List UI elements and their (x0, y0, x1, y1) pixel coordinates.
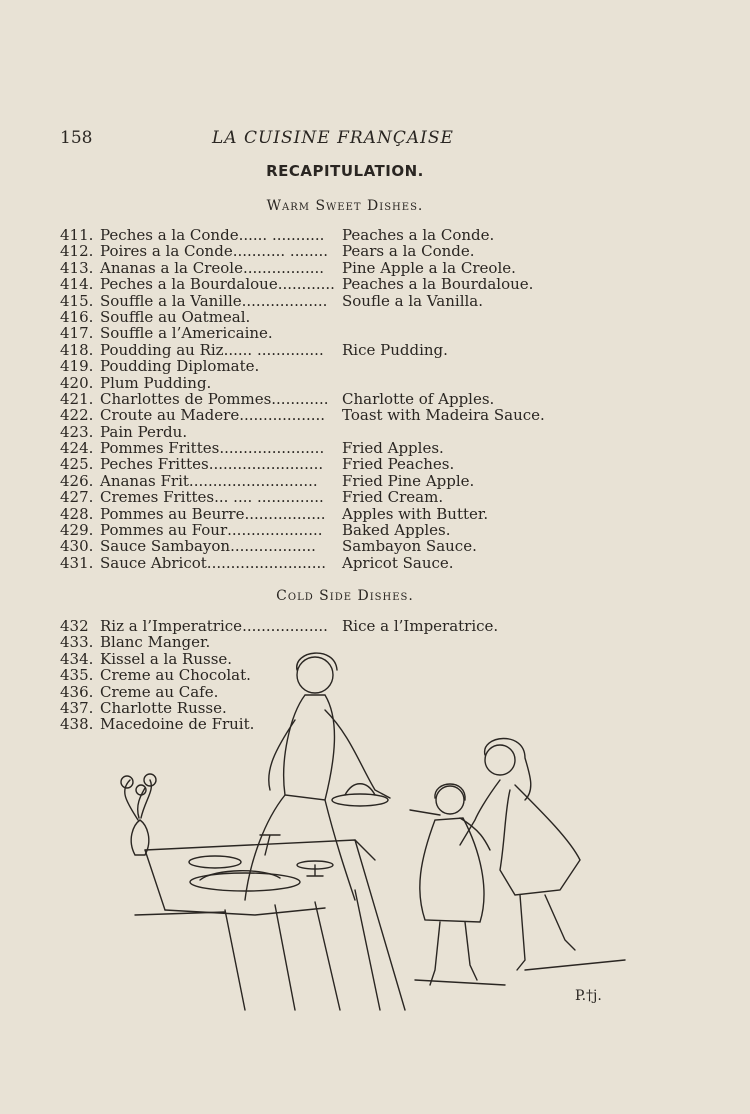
leader-dots: ........................... (188, 471, 318, 490)
recipe-list-item (60, 242, 475, 261)
recipe-french-name: Ananas Frit (100, 471, 189, 490)
recipe-french-name: Macedoine de Fruit. (100, 715, 255, 734)
recipe-french-name: Sauce Abricot (100, 553, 207, 572)
recipe-number: 420. (60, 373, 94, 392)
recipe-number: 412. (60, 242, 94, 261)
recipe-french-name: Charlottes de Pommes (100, 389, 272, 408)
leader-dots: ... .... .............. (214, 488, 324, 507)
recipe-list-item (60, 375, 335, 391)
recipe-english-name: Rice a l’Imperatrice. (342, 617, 499, 635)
recipe-number: 417. (60, 324, 94, 343)
recipe-english-name: Pears a la Conde. (342, 242, 475, 261)
section-heading-warm: Warm Sweet Dishes. (266, 198, 424, 214)
recipe-number: 419. (60, 357, 94, 376)
recipe-list-item (60, 471, 475, 490)
recipe-french-name: Creme au Chocolat. (100, 666, 251, 685)
recipe-english-name: Toast with Madeira Sauce. (342, 406, 545, 425)
recipe-french-name: Souffle a l’Americaine. (100, 324, 273, 343)
warm-dishes-list (60, 226, 545, 572)
recipe-list-item (60, 291, 483, 310)
section-heading-cold: Cold Side Dishes. (276, 588, 414, 604)
leader-dots: .................. (230, 537, 316, 556)
leader-dots: ......................... (206, 553, 326, 572)
recipe-list-item (60, 455, 455, 474)
recipe-list-item (60, 406, 545, 425)
page-title: RECAPITULATION. (266, 162, 424, 180)
recipe-list-item (60, 226, 495, 244)
leader-dots: ................. (242, 258, 325, 277)
recipe-french-name: Kissel a la Russe. (100, 649, 233, 668)
recipe-number: 433. (60, 633, 94, 652)
recipe-french-name: Riz a l’Imperatrice (100, 617, 243, 635)
recipe-french-name: Peches Frittes (100, 455, 209, 474)
recipe-french-name: Pommes au Beurre (100, 504, 245, 523)
artist-signature: P.†j. (575, 988, 602, 1004)
recipe-french-name: Poudding au Riz (100, 340, 224, 359)
recipe-english-name: Peaches a la Bourdaloue. (342, 275, 534, 294)
recipe-english-name: Pine Apple a la Creole. (342, 258, 516, 277)
illustration-children-serving-dessert (105, 640, 645, 1020)
recipe-number: 431. (60, 553, 94, 572)
recipe-french-name: Poires a la Conde (100, 242, 233, 261)
recipe-french-name: Croute au Madere (100, 406, 240, 425)
recipe-english-name: Fried Cream. (342, 488, 444, 507)
recipe-english-name: Fried Pine Apple. (342, 471, 475, 490)
recipe-number: 411. (60, 226, 94, 244)
recipe-list-item (60, 488, 444, 507)
leader-dots: ...... .............. (223, 340, 324, 359)
recipe-list-item (60, 504, 489, 523)
recipe-number: 423. (60, 422, 94, 441)
recipe-number: 421. (60, 389, 94, 408)
recipe-number: 424. (60, 439, 94, 458)
recipe-list-item (60, 537, 477, 556)
recipe-french-name: Ananas a la Creole (100, 258, 243, 277)
recipe-number: 414. (60, 275, 94, 294)
recipe-list-item (60, 439, 444, 458)
recipe-number: 416. (60, 307, 94, 326)
recipe-french-name: Plum Pudding. (100, 373, 212, 392)
recipe-english-name: Apples with Butter. (342, 504, 489, 523)
recipe-french-name: Cremes Frittes (100, 488, 215, 507)
recipe-number: 432 (60, 617, 89, 635)
recipe-list-item (60, 275, 534, 294)
recipe-number: 415. (60, 291, 94, 310)
recipe-number: 436. (60, 682, 94, 701)
leader-dots: ............ (271, 389, 329, 408)
running-title: LA CUISINE FRANÇAISE (212, 128, 454, 148)
recipe-english-name: Rice Pudding. (342, 340, 448, 359)
recipe-list-item (60, 553, 454, 572)
recipe-number: 429. (60, 521, 94, 540)
recipe-french-name: Pain Perdu. (100, 422, 188, 441)
recipe-list-item (60, 340, 448, 359)
recipe-french-name: Charlotte Russe. (100, 698, 227, 717)
leader-dots: .................. (239, 406, 326, 425)
recipe-english-name: Peaches a la Conde. (342, 226, 495, 244)
recipe-number: 422. (60, 406, 94, 425)
recipe-number: 428. (60, 504, 94, 523)
recipe-number: 434. (60, 649, 94, 668)
recipe-number: 425. (60, 455, 94, 474)
recipe-list-item (60, 424, 335, 440)
recipe-french-name: Poudding Diplomate. (100, 357, 260, 376)
recipe-french-name: Creme au Cafe. (100, 682, 219, 701)
recipe-number: 438. (60, 715, 94, 734)
recipe-number: 426. (60, 471, 94, 490)
leader-dots: .................... (227, 521, 323, 540)
leader-dots: ........................ (208, 455, 324, 474)
recipe-english-name: Soufle a la Vanilla. (342, 291, 483, 310)
recipe-number: 427. (60, 488, 94, 507)
leader-dots: ............ (277, 275, 335, 294)
recipe-list-item (60, 521, 451, 540)
recipe-french-name: Peches a la Bourdaloue (100, 275, 278, 294)
recipe-english-name: Apricot Sauce. (342, 553, 454, 572)
recipe-number: 430. (60, 537, 94, 556)
recipe-french-name: Pommes Frittes (100, 439, 220, 458)
leader-dots: ...................... (219, 439, 325, 458)
recipe-english-name: Fried Peaches. (342, 455, 455, 474)
recipe-french-name: Souffle au Oatmeal. (100, 307, 251, 326)
leader-dots: .................. (241, 291, 328, 310)
leader-dots: .................. (242, 617, 328, 635)
recipe-list-item (60, 617, 499, 635)
recipe-number: 437. (60, 698, 94, 717)
leader-dots: ................. (244, 504, 326, 523)
recipe-french-name: Souffle a la Vanille (100, 291, 242, 310)
recipe-english-name: Charlotte of Apples. (342, 389, 495, 408)
page-number: 158 (60, 128, 93, 148)
recipe-list-item (60, 325, 335, 341)
recipe-french-name: Peches a la Conde (100, 226, 239, 244)
recipe-english-name: Fried Apples. (342, 439, 444, 458)
recipe-list-item (60, 389, 495, 408)
recipe-list-item (60, 309, 335, 325)
recipe-english-name: Baked Apples. (342, 521, 451, 540)
recipe-french-name: Sauce Sambayon (100, 537, 231, 556)
recipe-french-name: Pommes au Four (100, 521, 228, 540)
leader-dots: ...... ........... (238, 226, 325, 244)
recipe-list-item (60, 358, 335, 374)
recipe-number: 413. (60, 258, 94, 277)
recipe-number: 435. (60, 666, 94, 685)
recipe-english-name: Sambayon Sauce. (342, 537, 477, 556)
recipe-french-name: Blanc Manger. (100, 633, 211, 652)
recipe-list-item (60, 258, 516, 277)
leader-dots: ........... ........ (232, 242, 329, 261)
recipe-number: 418. (60, 340, 94, 359)
